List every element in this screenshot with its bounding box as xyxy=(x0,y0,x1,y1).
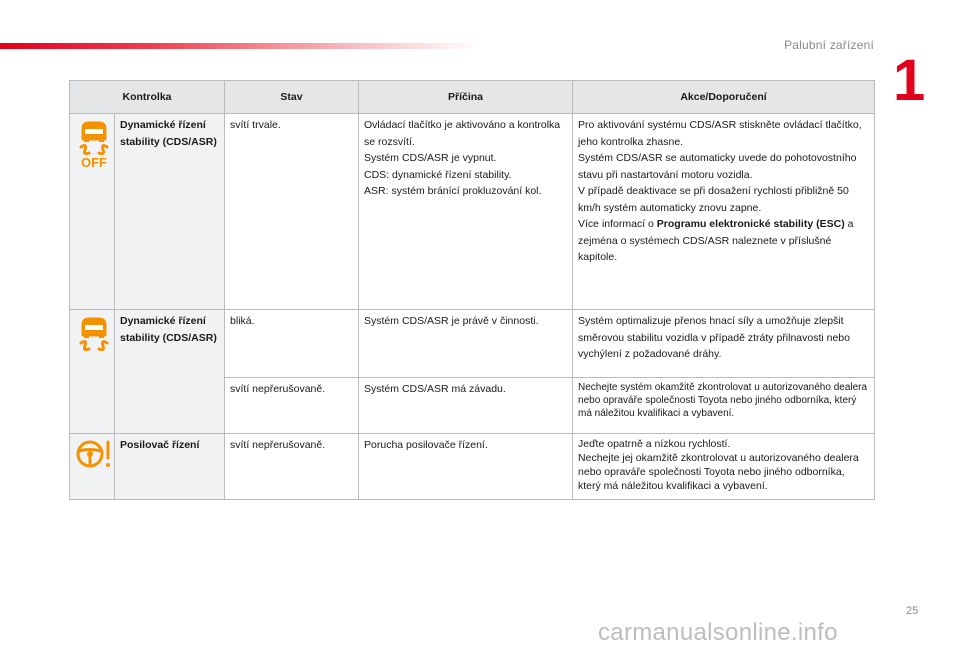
column-header-pricina: Příčina xyxy=(359,81,573,114)
indicator-label: Dynamické řízení stability (CDS/ASR) xyxy=(115,114,225,310)
warning-lights-table xyxy=(69,80,875,500)
state-cell: svítí nepřerušovaně. xyxy=(225,378,359,434)
icon-cell xyxy=(70,310,115,434)
esc-icon xyxy=(75,313,113,355)
action-text-post: a zejména o systémech CDS/ASR naleznete v příslušné kapitole. xyxy=(578,218,854,263)
icon-cell xyxy=(70,434,115,500)
action-cell xyxy=(573,114,875,310)
state-cell: bliká. xyxy=(225,310,359,378)
column-header-kontrolka: Kontrolka xyxy=(70,81,225,114)
cause-cell: Systém CDS/ASR je právě v činnosti. xyxy=(359,310,573,378)
table-row xyxy=(70,114,875,310)
action-cell: Jeďte opatrně a nízkou rychlostí. Nechejte jej okamžitě zkontrolovat u autorizovaného dealera nebo opraváře společnosti Toyota nebo jiného odborníka, který má náležitou kvalifikaci a vybavení. xyxy=(573,434,875,500)
cause-cell: Systém CDS/ASR má závadu. xyxy=(359,378,573,434)
esc-off-icon xyxy=(75,117,113,169)
action-cell: Nechejte systém okamžitě zkontrolovat u autorizovaného dealera nebo opraváře společnosti Toyota nebo jiného odborníka, který má náležitou kvalifikaci a vybavení. xyxy=(573,378,875,434)
header-accent-bar xyxy=(0,43,480,49)
indicator-label: Dynamické řízení stability (CDS/ASR) xyxy=(115,310,225,434)
table-row xyxy=(70,434,875,500)
table-header-row xyxy=(70,81,875,114)
state-cell: svítí trvale. xyxy=(225,114,359,310)
state-cell: svítí nepřerušovaně. xyxy=(225,434,359,500)
action-cell: Systém optimalizuje přenos hnací síly a umožňuje zlepšit směrovou stabilitu vozidla v případě ztráty přilnavosti nebo vychýlení z požadované dráhy. xyxy=(573,310,875,378)
icon-cell xyxy=(70,114,115,310)
section-title: Palubní zařízení xyxy=(784,38,874,52)
cause-cell: Porucha posilovače řízení. xyxy=(359,434,573,500)
page-number: 25 xyxy=(906,605,919,617)
action-link-esc: Programu elektronické stability (ESC) xyxy=(656,218,845,230)
cause-cell: Ovládací tlačítko je aktivováno a kontrolka se rozsvítí. Systém CDS/ASR je vypnut. CDS: dynamické řízení stability. ASR: systém bránící prokluzování kol. xyxy=(359,114,573,310)
chapter-number: 1 xyxy=(893,48,926,113)
action-text-pre: Pro aktivování systému CDS/ASR stiskněte ovládací tlačítko, jeho kontrolka zhasne. Systém CDS/ASR se automaticky uvede do pohotovostního stavu při nastartování motoru vozidla. V případě deaktivace se při dosažení rychlosti přibližně 50 km/h systém automaticky znovu zapne. Více informací o xyxy=(578,119,862,230)
power-steering-warning-icon xyxy=(75,437,113,471)
column-header-stav: Stav xyxy=(225,81,359,114)
indicator-label: Posilovač řízení xyxy=(115,434,225,500)
column-header-akce: Akce/Doporučení xyxy=(573,81,875,114)
watermark: carmanualsonline.info xyxy=(598,619,838,646)
svg-text:OFF: OFF xyxy=(81,155,107,169)
table-row xyxy=(70,310,875,378)
